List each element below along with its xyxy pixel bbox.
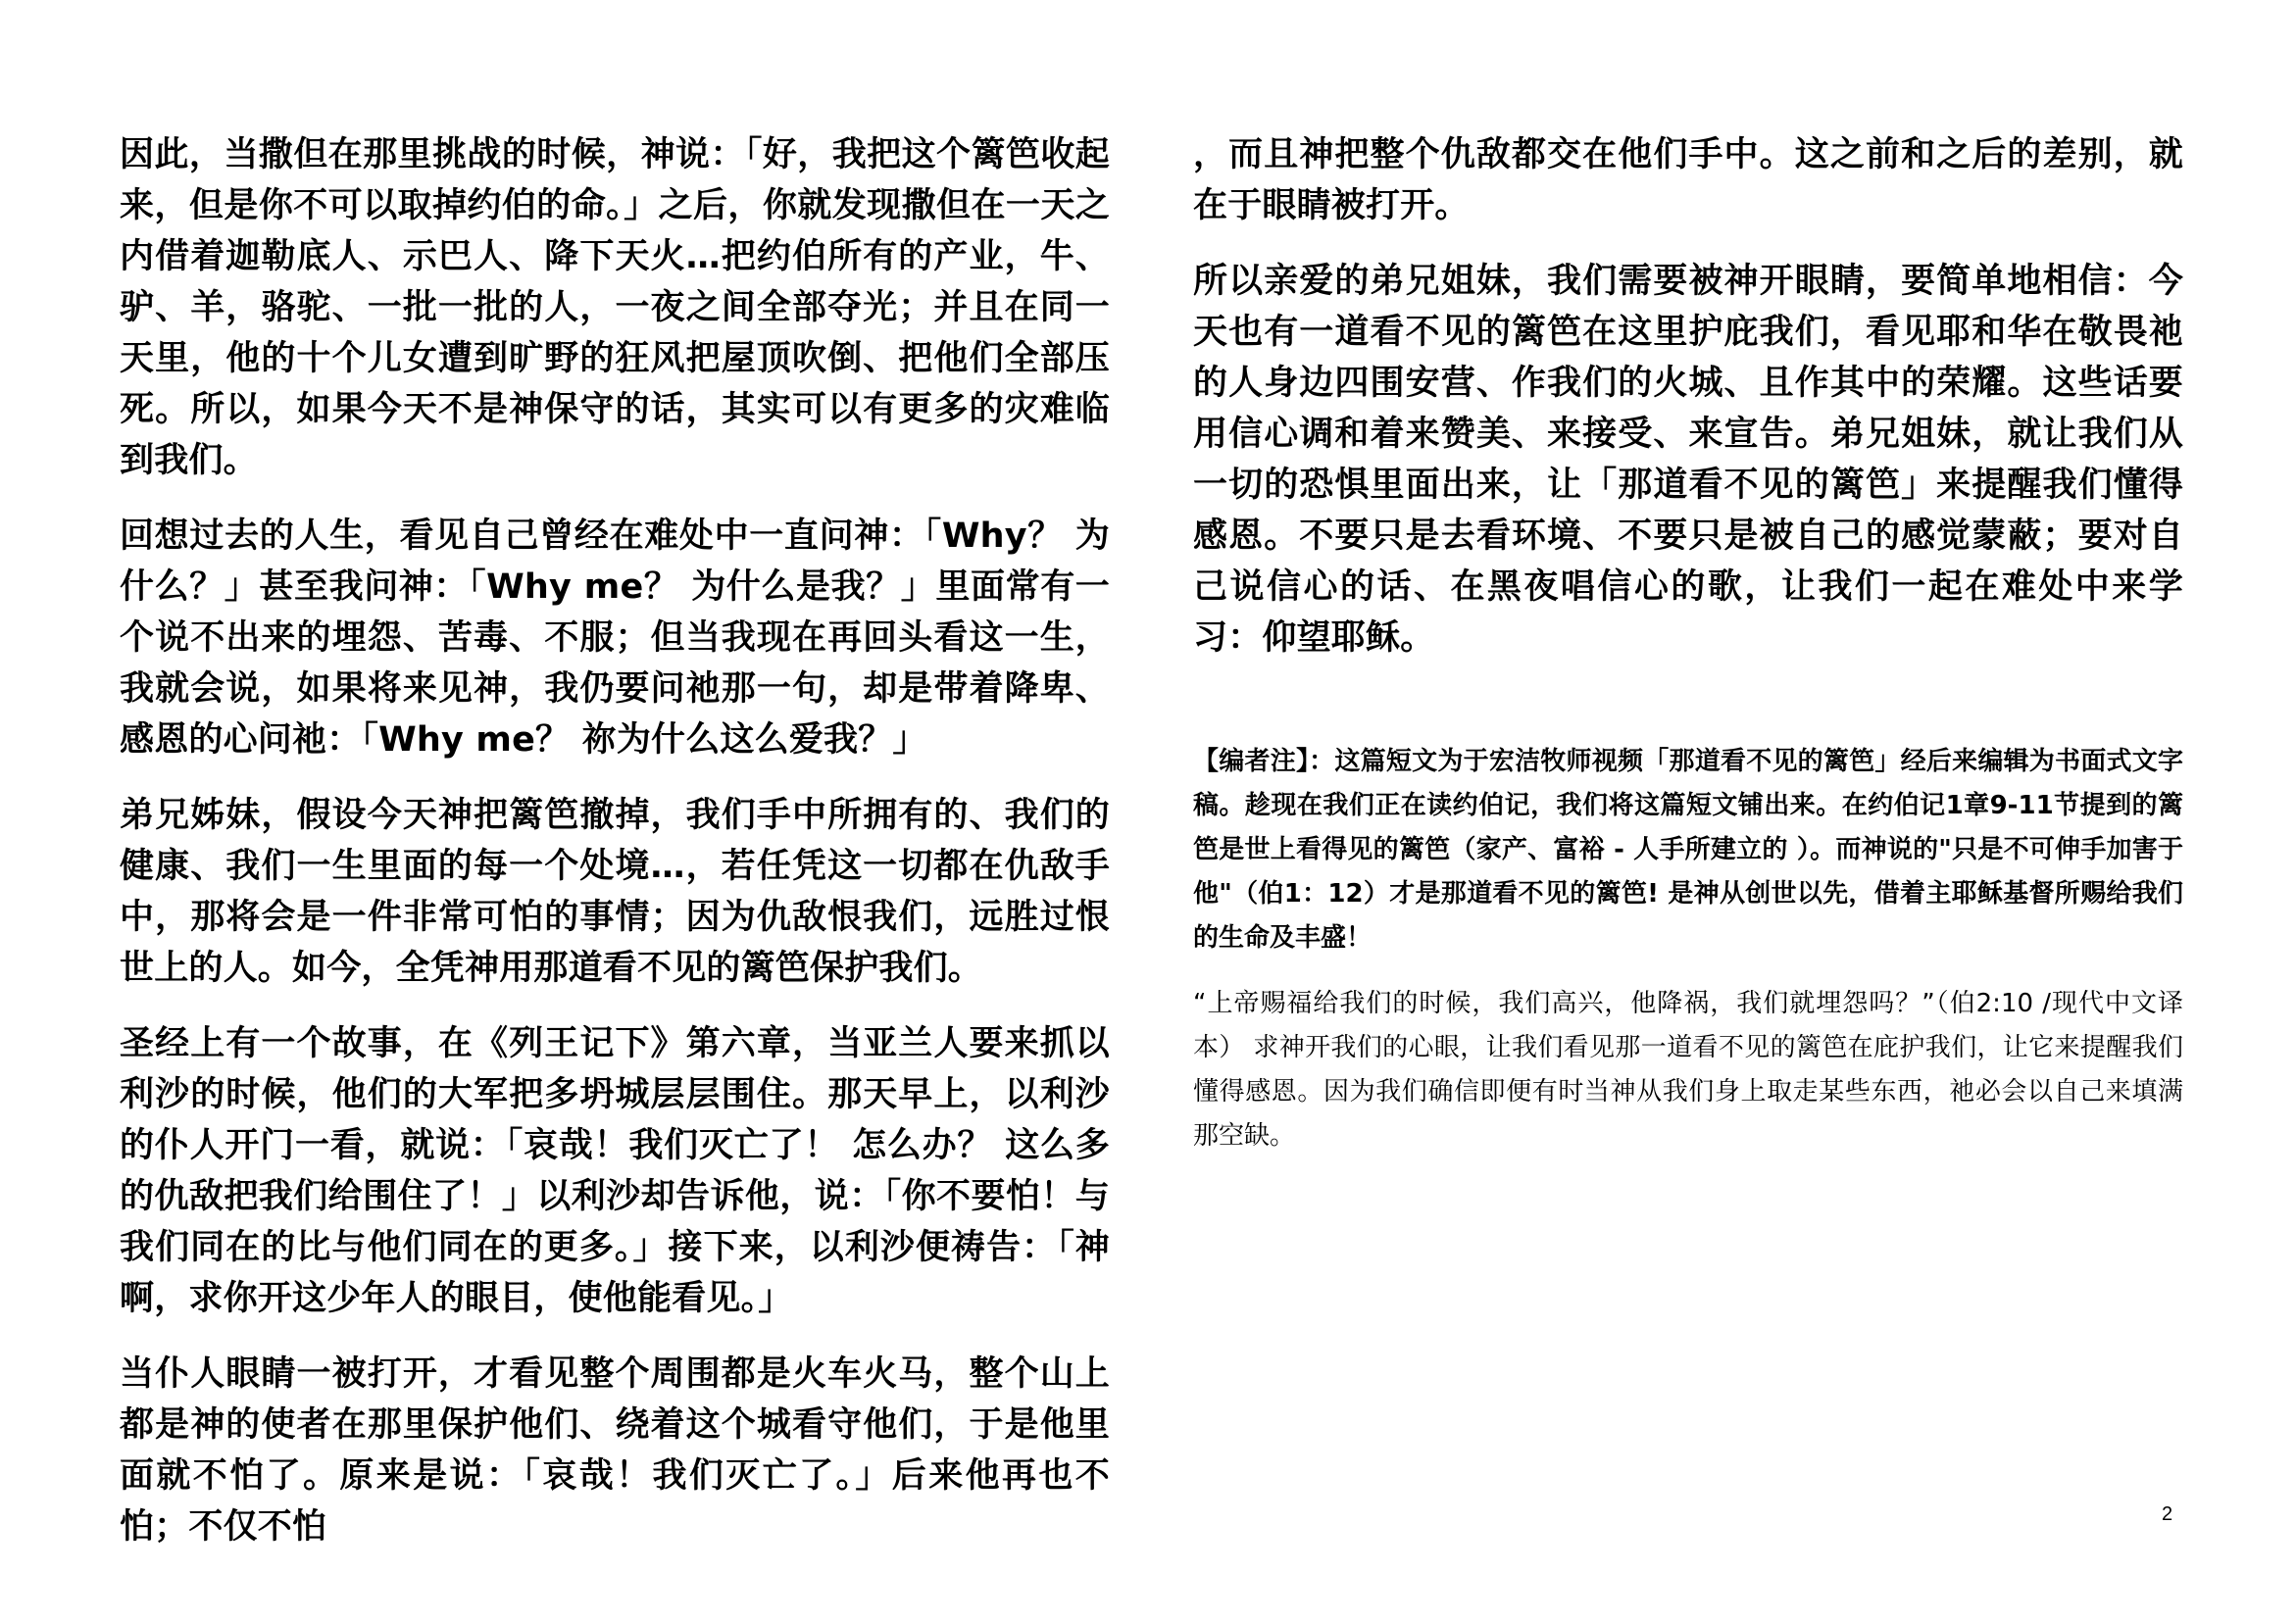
closing-note: “上帝赐福给我们的时候，我们高兴，他降祸，我们就埋怨吗？”（伯2:10 /现代中文译本） 求神开我们的心眼，让我们看见那一道看不见的篱笆在庇护我们，让它来提醒我们懂得感恩。因为我们确信即便有时当神从我们身上取走某些东西，祂必会以自己来填满那空缺。 (1193, 989, 2183, 1151)
paragraph-why-me: 回想过去的人生，看见自己曾经在难处中一直问神：「Why？ 为什么？」甚至我问神：「Why me？ 为什么是我？」里面常有一个说不出来的埋怨、苦毒、不服；但当我现在再回头看这一生，我就会说，如果将来见神，我仍要问祂那一句，却是带着降卑、感恩的心问祂：「Why me？ 祢为什么这么爱我？」 (120, 516, 1110, 760)
paragraph-servant-eyes-opened: 当仆人眼睛一被打开，才看见整个周围都是火车火马，整个山上都是神的使者在那里保护他们、绕着这个城看守他们，于是他里面就不怕了。原来是说：「哀哉！我们灭亡了。」后来他再也不怕；不仅不怕 (120, 1354, 1110, 1547)
paragraph-fence-removed: 弟兄姊妹，假设今天神把篱笆撤掉，我们手中所拥有的、我们的健康、我们一生里面的每一个处境…，若任凭这一切都在仇敌手中，那将会是一件非常可怕的事情；因为仇敌恨我们，远胜过恨世上的人。如今，全凭神用那道看不见的篱笆保护我们。 (120, 796, 1110, 988)
editor-note: 【编者注】：这篇短文为于宏洁牧师视频「那道看不见的篱笆」经后来编辑为书面式文字稿。趁现在我们正在读约伯记，我们将这篇短文铺出来。在约伯记1章9-11节提到的篱笆是世上看得见的篱笆（家产、富裕 - 人手所建立的 ）。而神说的"只是不可伸手加害于他"（伯1：12）才是那道看不见的篱笆! 是神从创世以先，借着主耶稣基督所赐给我们的生命及丰盛！ (1193, 747, 2183, 953)
right-column (1193, 129, 2183, 1180)
left-column (120, 129, 1110, 1577)
editor-notes (1193, 740, 2183, 1158)
page-number: 2 (2162, 1503, 2173, 1525)
paragraph-satan-challenge: 因此，当撒但在那里挑战的时候，神说：「好，我把这个篱笆收起来，但是你不可以取掉约伯的命。」之后，你就发现撒但在一天之内借着迦勒底人、示巴人、降下天火…把约伯所有的产业，牛、驴、羊，骆驼、一批一批的人，一夜之间全部夺光；并且在同一天里，他的十个儿女遭到旷野的狂风把屋顶吹倒、把他们全部压死。所以，如果今天不是神保守的话，其实可以有更多的灾难临到我们。 (120, 135, 1110, 480)
paragraph-invisible-fence: 所以亲爱的弟兄姐妹，我们需要被神开眼睛，要简单地相信：今天也有一道看不见的篱笆在这里护庇我们，看见耶和华在敬畏祂的人身边四围安营、作我们的火城、且作其中的荣耀。这些话要用信心调和着来赞美、来接受、来宣告。弟兄姐妹，就让我们从一切的恐惧里面出来，让「那道看不见的篱笆」来提醒我们懂得感恩。不要只是去看环境、不要只是被自己的感觉蒙蔽；要对自己说信心的话、在黑夜唱信心的歌，让我们一起在难处中来学习：仰望耶稣。 (1193, 262, 2183, 658)
paragraph-eyes-opened-difference: ，而且神把整个仇敌都交在他们手中。这之前和之后的差别，就在于眼睛被打开。 (1193, 135, 2183, 225)
paragraph-elisha-story: 圣经上有一个故事，在《列王记下》第六章，当亚兰人要来抓以利沙的时候，他们的大军把多坍城层层围住。那天早上，以利沙的仆人开门一看，就说：「哀哉！我们灭亡了！ 怎么办？ 这么多的仇敌把我们给围住了！」以利沙却告诉他，说：「你不要怕！与我们同在的比与他们同在的更多。」接下来，以利沙便祷告：「神啊，求你开这少年人的眼目，使他能看见。」 (120, 1024, 1110, 1318)
